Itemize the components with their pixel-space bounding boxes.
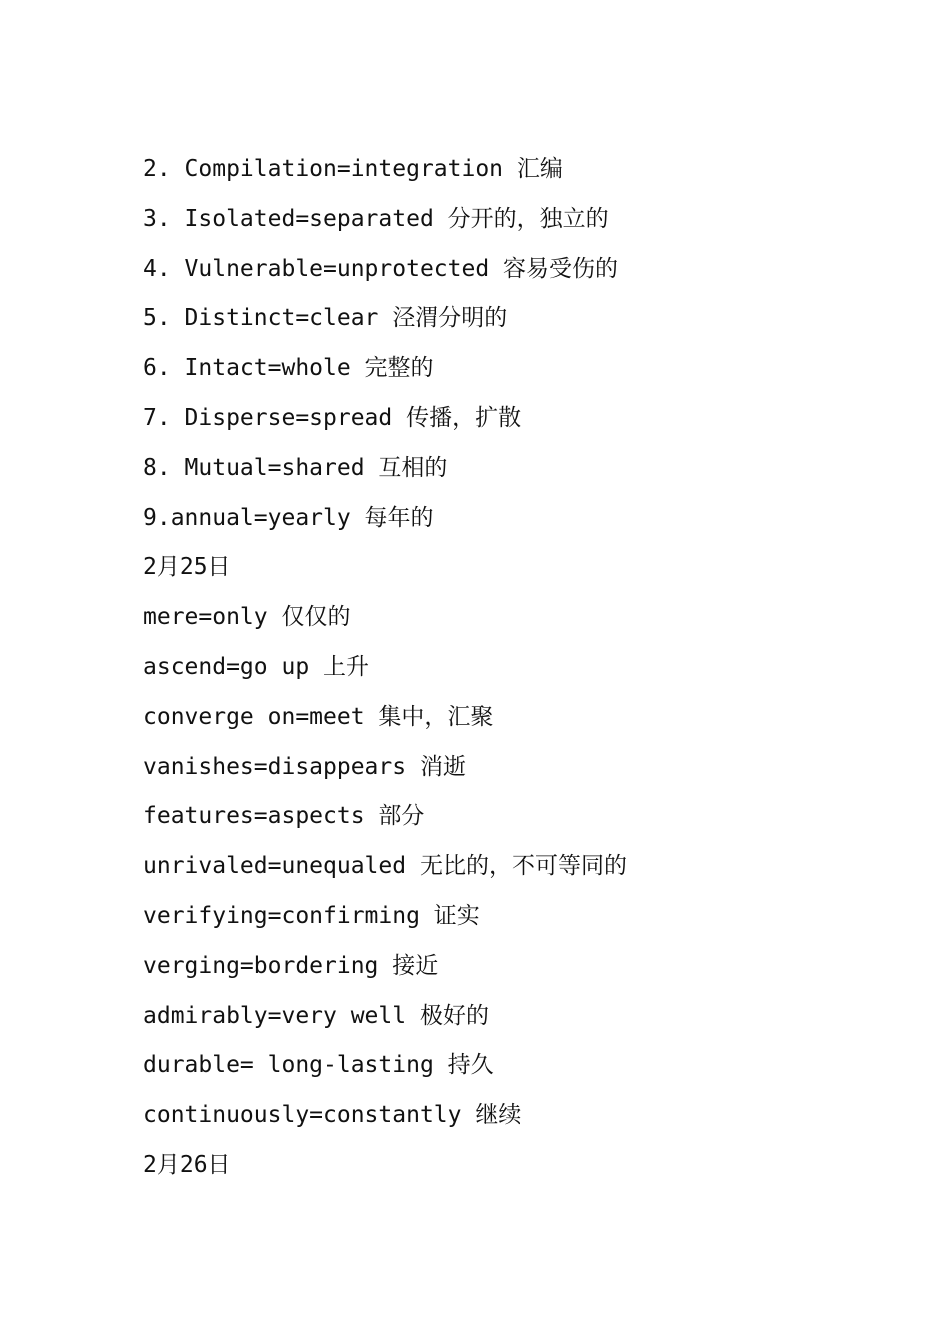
list-item: 9.annual=yearly 每年的	[143, 504, 434, 531]
date-heading: 2月25日	[143, 554, 231, 581]
list-item: continuously=constantly 继续	[143, 1102, 522, 1129]
list-item: 4. Vulnerable=unprotected 容易受伤的	[143, 255, 619, 282]
list-item: converge on=meet 集中，汇聚	[143, 703, 494, 730]
list-item: 8. Mutual=shared 互相的	[143, 454, 448, 481]
list-item: mere=only 仅仅的	[143, 604, 351, 631]
list-item: 3. Isolated=separated 分开的，独立的	[143, 205, 609, 232]
list-item: vanishes=disappears 消逝	[143, 753, 466, 780]
list-item: durable= long-lasting 持久	[143, 1052, 494, 1079]
list-item: verifying=confirming 证实	[143, 902, 480, 929]
list-item: 7. Disperse=spread 传播，扩散	[143, 404, 522, 431]
list-item: 5. Distinct=clear 泾渭分明的	[143, 305, 508, 332]
list-item: 2. Compilation=integration 汇编	[143, 156, 563, 182]
list-item: features=aspects 部分	[143, 803, 425, 830]
list-item: verging=bordering 接近	[143, 952, 439, 979]
vocabulary-list	[143, 150, 627, 1196]
list-item: admirably=very well 极好的	[143, 1002, 489, 1029]
list-item: ascend=go up 上升	[143, 653, 370, 680]
list-item: unrivaled=unequaled 无比的，不可等同的	[143, 853, 627, 880]
list-item: 6. Intact=whole 完整的	[143, 355, 434, 382]
date-heading: 2月26日	[143, 1151, 231, 1178]
